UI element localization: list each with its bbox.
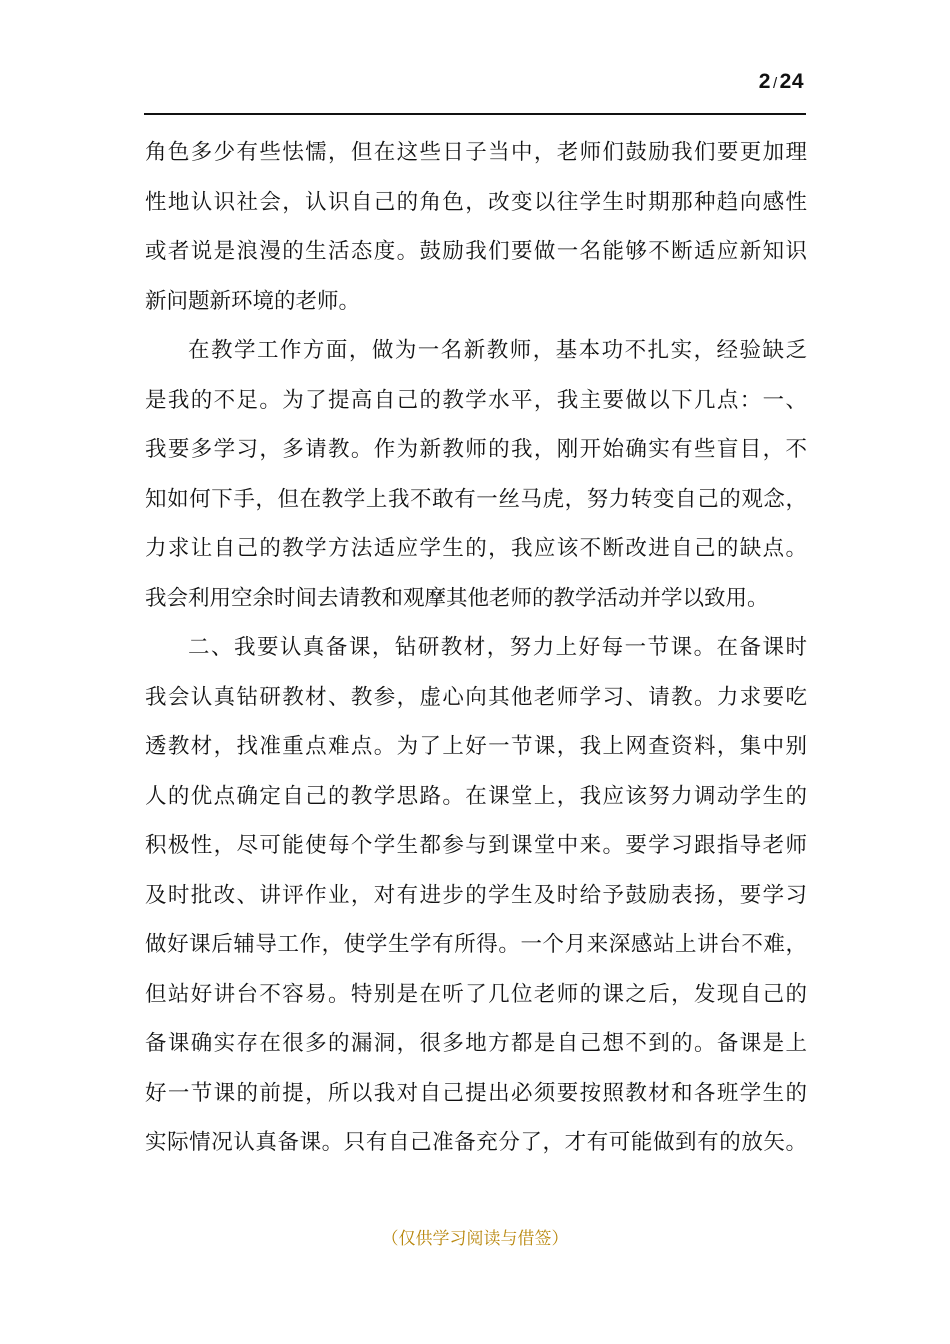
footer-note: （仅供学习阅读与借签）	[381, 1229, 569, 1249]
text-line: 我会利用空余时间去请教和观摩其他老师的教学活动并学以致用。	[145, 585, 769, 611]
text-line: 角色多少有些怯懦，但在这些日子当中，老师们鼓励我们要更加理	[145, 140, 807, 165]
paragraph-first-line: 在教学工作方面，做为一名新教师，基本功不扎实，经验缺乏	[188, 338, 807, 363]
text-line: 做好课后辅导工作，使学生学有所得。一个月来深感站上讲台不难，	[145, 932, 807, 957]
text-line: 及时批改、讲评作业，对有进步的学生及时给予鼓励表扬，要学习	[145, 882, 807, 908]
document-body	[145, 128, 807, 1168]
text-line: 或者说是浪漫的生活态度。鼓励我们要做一名能够不断适应新知识	[145, 239, 807, 264]
page-number	[759, 70, 804, 94]
page-separator: /	[772, 75, 778, 92]
text-line: 但站好讲台不容易。特别是在听了几位老师的课之后，发现自己的	[145, 981, 807, 1007]
header-divider	[144, 113, 806, 115]
page-current: 2	[758, 70, 771, 93]
text-line: 知如何下手，但在教学上我不敢有一丝马虎，努力转变自己的观念，	[145, 486, 807, 512]
text-line: 性地认识社会，认识自己的角色，改变以往学生时期那种趋向感性	[145, 189, 807, 215]
text-line: 是我的不足。为了提高自己的教学水平，我主要做以下几点：一、	[145, 387, 807, 413]
text-line: 好一节课的前提，所以我对自己提出必须要按照教材和各班学生的	[145, 1080, 807, 1106]
text-line: 积极性，尽可能使每个学生都参与到课堂中来。要学习跟指导老师	[145, 833, 807, 858]
text-line: 透教材，找准重点难点。为了上好一节课，我上网查资料，集中别	[145, 734, 807, 759]
text-line: 新问题新环境的老师。	[145, 288, 361, 314]
text-line: 我会认真钻研教材、教参，虚心向其他老师学习、请教。力求要吃	[145, 684, 807, 710]
text-line: 力求让自己的教学方法适应学生的，我应该不断改进自己的缺点。	[145, 536, 807, 561]
text-line: 人的优点确定自己的教学思路。在课堂上，我应该努力调动学生的	[145, 783, 807, 809]
paragraph-first-line: 二、我要认真备课，钻研教材，努力上好每一节课。在备课时	[188, 635, 807, 660]
page-total: 24	[779, 70, 804, 93]
text-line: 实际情况认真备课。只有自己准备充分了，才有可能做到有的放矢。	[145, 1130, 807, 1155]
text-line: 我要多学习，多请教。作为新教师的我，刚开始确实有些盲目，不	[145, 437, 807, 462]
text-line: 备课确实存在很多的漏洞，很多地方都是自己想不到的。备课是上	[145, 1031, 807, 1056]
